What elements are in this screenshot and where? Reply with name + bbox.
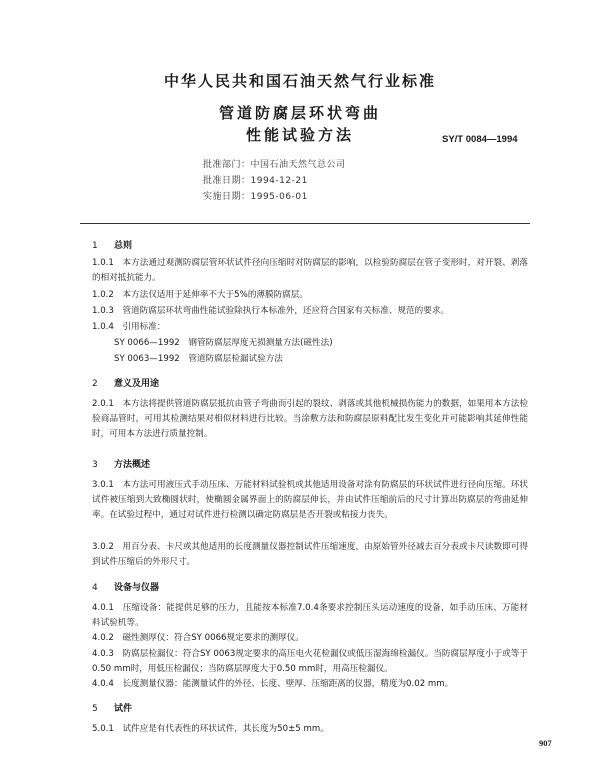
section-title: 方法概述 [114, 460, 151, 470]
clause-4-0-1: 4.0.1 压缩设备：能提供足够的压力，且能按本标准7.0.4条要求控制压头运动速度的设备，如手动压床、万能材料试验机等。 [92, 603, 528, 628]
clause-1-0-2: 1.0.2 本方法仅适用于延伸率不大于5%的薄膜防腐层。 [92, 290, 308, 300]
clause-1-0-4: 1.0.4 引用标准： [92, 322, 166, 332]
section-4-heading [92, 580, 159, 593]
document-title-line2: 性能试验方法 [245, 126, 354, 144]
section-title: 总则 [114, 241, 133, 251]
section-number: 4 [92, 583, 98, 593]
section-title: 设备与仪器 [114, 583, 160, 593]
section-title: 意义及用途 [114, 379, 160, 389]
clause-1-0-1: 1.0.1 本方法通过观测防腐层管环状试件径向压缩时对防腐层的影响，以检验防腐层在管子变形时，对开裂、剥落的相对抵抗能力。 [92, 258, 528, 283]
section-3-heading [92, 457, 150, 470]
clause-1-0-3: 1.0.3 管道防腐层环状弯曲性能试验除执行本标准外，还应符合国家有关标准、规范的要求。 [92, 306, 450, 316]
page-number: 907 [539, 738, 552, 748]
clause-4-0-4: 4.0.4 长度测量仪器：能测量试件的外径、长度、壁厚、压缩距离的仪器，精度为0.02 mm。 [92, 679, 454, 689]
reference-standard-1: SY 0066—1992 钢管防腐层厚度无损测量方法(磁性法) [114, 338, 333, 348]
clause-3-0-2: 3.0.2 用百分表、卡尺或其他适用的长度测量仪器控制试件压缩速度，由原始管外径减去百分表或卡尺读数即可得到试件压缩后的外形尺寸。 [92, 542, 528, 567]
clause-4-0-2: 4.0.2 磁性测厚仪：符合SY 0066规定要求的测厚仪。 [92, 633, 304, 643]
clause-3-0-1: 3.0.1 本方法可用液压式手动压床、万能材料试验机或其他适用设备对涂有防腐层的环状试件进行径向压缩。环状试件被压缩到大致椭圆状时，使椭圆金属界面上的防腐层伸长，并由试件压缩前后的尺寸计算出防腐层的弯曲延伸率。在试验过程中，通过对试件进行检测以确定防腐层是否开裂或粘接力丧失。 [92, 480, 528, 520]
clause-4-0-3: 4.0.3 防腐层检漏仪：符合SY 0063规定要求的高压电火花检漏仪或低压湿海绵检漏仪。当防腐层厚度小于或等于0.50 mm时，用低压检漏仪；当防腐层厚度大于0.50 mm时，用高压检漏仪。 [92, 649, 528, 674]
section-number: 1 [92, 241, 98, 251]
document-title-line1: 管道防腐层环状弯曲 [218, 104, 381, 122]
section-number: 3 [92, 460, 98, 470]
standard-code: SY/T 0084—1994 [442, 134, 518, 145]
approval-date: 批准日期：1994-12-21 [203, 176, 308, 186]
section-number: 2 [92, 379, 98, 389]
section-title: 试件 [114, 704, 133, 714]
clause-5-0-1: 5.0.1 试件应是有代表性的环状试件，其长度为50±5 mm。 [92, 724, 329, 734]
clause-2-0-1: 2.0.1 本方法将提供管道防腐层抵抗由管子弯曲而引起的裂纹、剥落或其他机械损伤能力的数据，如果用本方法检验商品管时，可用其检测结果对相似材料进行比较。当涂敷方法和防腐层原料配比发生变化并可能影响其延伸性能时，可用本方法进行质量控制。 [92, 399, 528, 439]
header-divider [80, 223, 530, 224]
section-number: 5 [92, 704, 98, 714]
effective-date: 实施日期：1995-06-01 [203, 192, 308, 202]
standard-title: 中华人民共和国石油天然气行业标准 [163, 72, 436, 90]
section-1-heading [92, 238, 132, 251]
approval-department: 批准部门：中国石油天然气总公司 [203, 160, 346, 170]
section-5-heading [92, 701, 132, 714]
section-2-heading [92, 376, 159, 389]
reference-standard-2: SY 0063—1992 管道防腐层检漏试验方法 [114, 354, 283, 364]
